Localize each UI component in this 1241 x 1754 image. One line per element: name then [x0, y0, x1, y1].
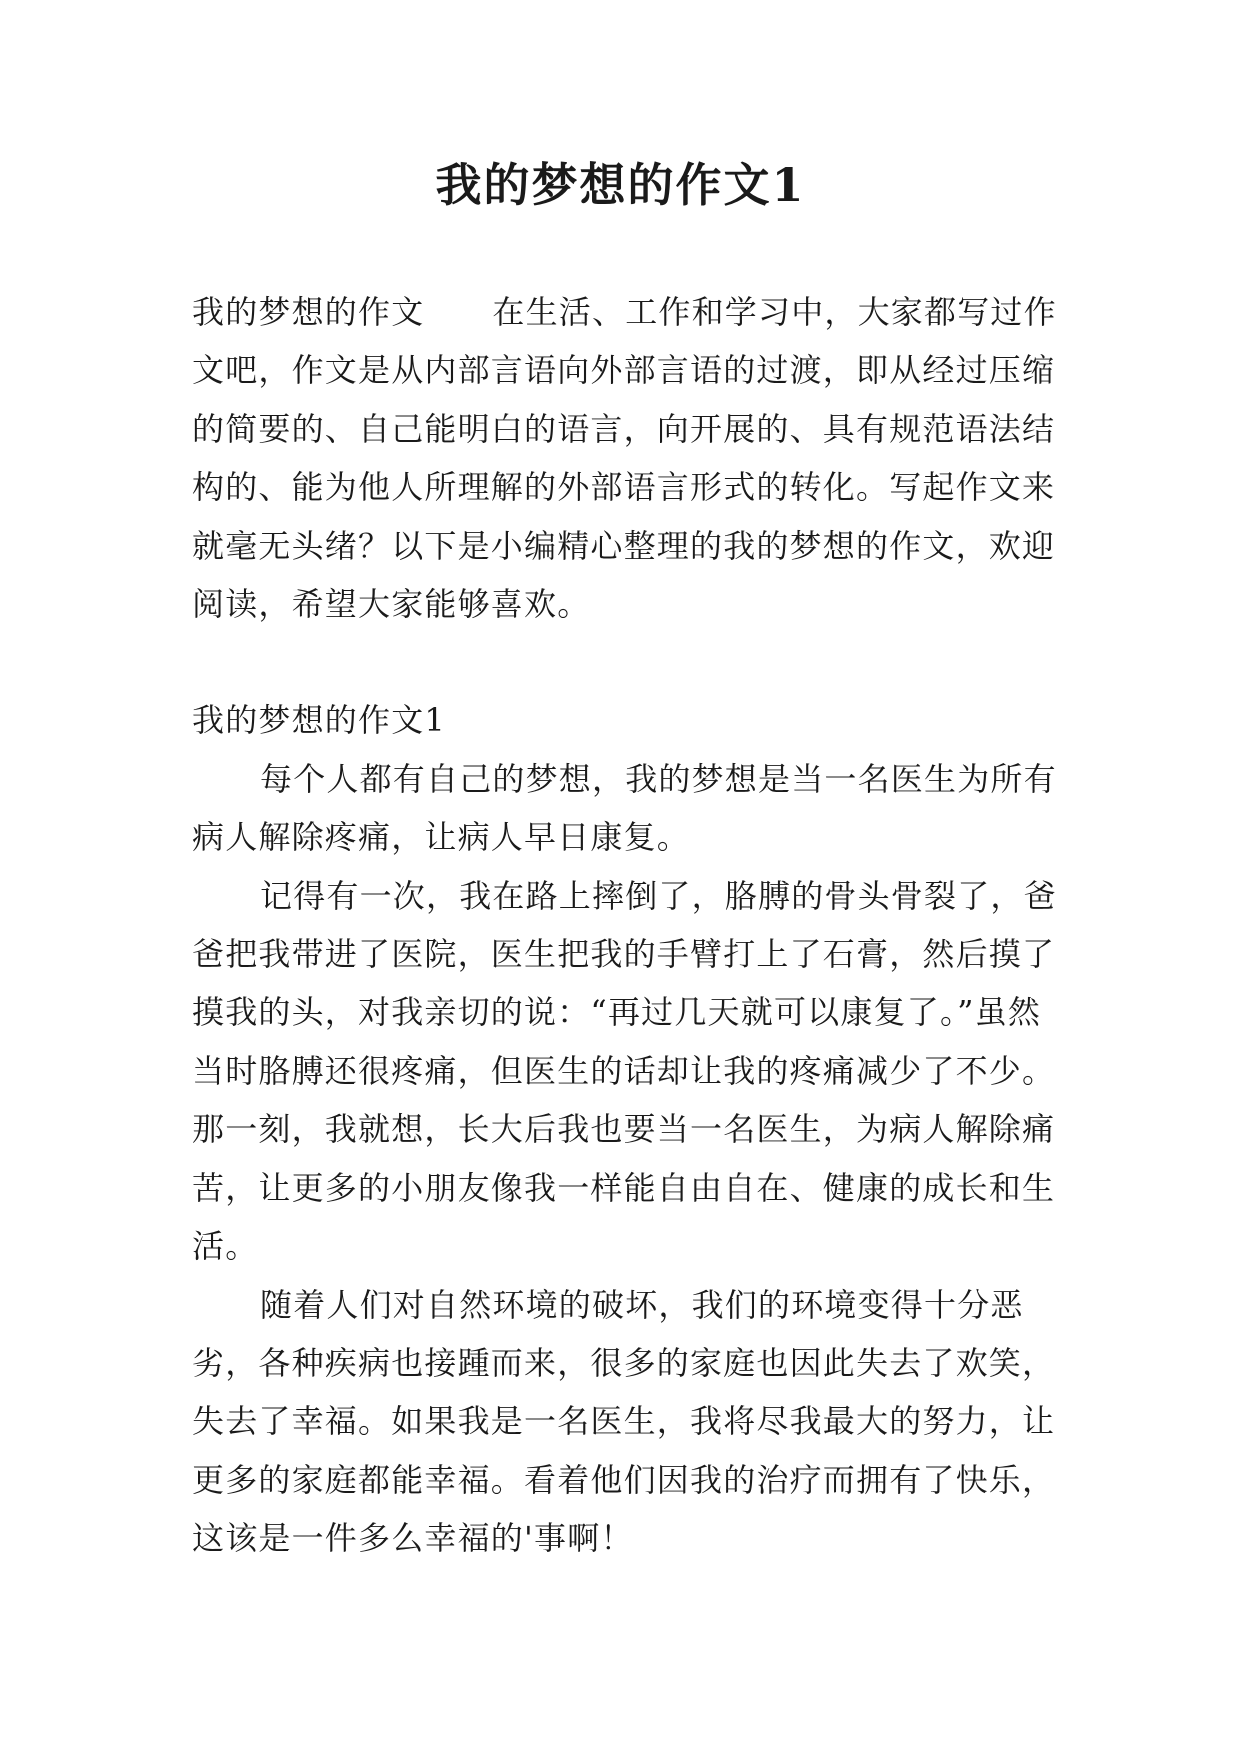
- body-paragraph-2: 记得有一次，我在路上摔倒了，胳膊的骨头骨裂了，爸爸把我带进了医院，医生把我的手臂打上了石膏，然后摸了摸我的头，对我亲切的说：“再过几天就可以康复了。”虽然当时胳膊还很疼痛，但医生的话却让我的疼痛减少了不少。那一刻，我就想，长大后我也要当一名医生，为病人解除痛苦，让更多的小朋友像我一样能自由自在、健康的成长和生活。: [192, 876, 1057, 1266]
- intro-text: 在生活、工作和学习中，大家都写过作文吧，作文是从内部言语向外部言语的过渡，即从经过压缩的简要的、自己能明白的语言，向开展的、具有规范语法结构的、能为他人所理解的外部语言形式的转化。写起作文来就毫无头绪？以下是小编精心整理的我的梦想的作文，欢迎阅读，希望大家能够喜欢。: [192, 293, 1057, 624]
- body-paragraph-1: 每个人都有自己的梦想，我的梦想是当一名医生为所有病人解除疼痛，让病人早日康复。: [192, 759, 1057, 857]
- document-body: [192, 283, 1062, 1568]
- paragraph-spacer: [192, 633, 1062, 691]
- intro-lead: 我的梦想的作文: [192, 293, 425, 331]
- body-paragraph-3: 随着人们对自然环境的破坏，我们的环境变得十分恶劣，各种疾病也接踵而来，很多的家庭也因此失去了欢笑，失去了幸福。如果我是一名医生，我将尽我最大的努力，让更多的家庭都能幸福。看着他们因我的治疗而拥有了快乐，这该是一件多么幸福的'事啊！: [192, 1285, 1056, 1558]
- section-heading: 我的梦想的作文1: [192, 701, 446, 740]
- intro-paragraph: [192, 283, 1062, 633]
- document-title: 我的梦想的作文1: [435, 158, 806, 212]
